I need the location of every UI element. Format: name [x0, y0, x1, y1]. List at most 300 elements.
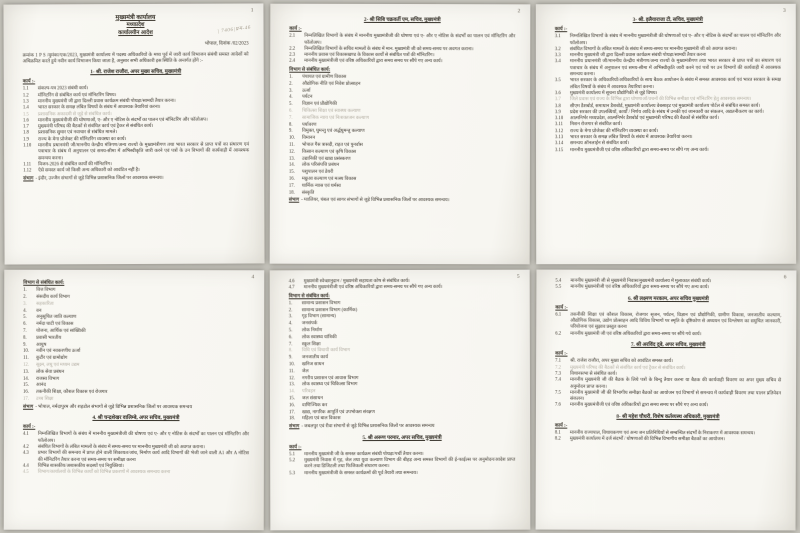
item-text: निम्नलिखित विभागों के संबंध में माननीय मुख्यमंत्रीजी की घोषणा एवं ए- और ए नोटिस के संदर्भों का पालन एवं मॉनिटरिंग और फॉलोअप।	[304, 34, 516, 46]
item-number: 7.2	[555, 364, 561, 370]
department-item	[289, 416, 515, 423]
task-item	[555, 390, 781, 403]
department-item	[289, 382, 515, 389]
item-number: 5.4	[555, 278, 562, 284]
task-item	[23, 432, 249, 445]
section-label: कार्य :-	[554, 27, 568, 33]
department-item	[289, 116, 515, 123]
department-item	[289, 361, 515, 368]
item-number: 6.	[288, 334, 293, 340]
department-item	[23, 294, 249, 301]
item-text: आयुष	[36, 341, 47, 347]
task-item	[289, 59, 515, 66]
item-number: 3.12	[554, 128, 564, 134]
officer-heading: 4. श्री चन्द्रशेखर वालिम्बे, अपर सचिव, मुख्यमंत्री	[92, 414, 180, 421]
item-number: 5.5	[555, 284, 562, 290]
department-item	[23, 390, 249, 397]
task-item	[555, 312, 781, 332]
department-item	[23, 356, 249, 363]
item-text: माननीय मुख्यमंत्रीजी एवं वरिष्ठ अधिकारियों द्वारा समय समय पर सौंपे गए अन्य कार्य।	[304, 59, 443, 65]
item-text: लोक परिसंपत्ति प्रबंधन	[301, 163, 340, 169]
item-number: 4.4	[22, 463, 29, 469]
item-number: 3.11	[554, 122, 564, 128]
task-item	[289, 34, 515, 47]
section-label: कार्य :-	[555, 304, 568, 310]
department-item	[289, 409, 515, 416]
item-number: 3.	[23, 301, 27, 307]
item-text: समन्वय ऑनलाईन से संबंधित कार्य।	[570, 141, 630, 147]
task-item	[289, 284, 515, 291]
item-number: 3.5	[554, 78, 561, 84]
department-item	[289, 334, 515, 341]
item-number: 1.11	[23, 162, 32, 168]
task-item	[23, 469, 249, 476]
item-text: विज्ञान एवं प्रौद्योगिकी	[302, 102, 337, 108]
item-number: 4.1	[22, 431, 29, 437]
item-number: 2.2	[289, 46, 296, 52]
item-text: वित्त विभाग	[36, 287, 56, 293]
item-text: आत्मनिर्भर मध्यप्रदेश, आत्मनिर्भर डैशबोर्ड एवं मुख्यमंत्री परिषद की बैठकों से संबंधित कार्य।	[569, 116, 719, 122]
task-item	[555, 284, 781, 291]
item-number: 4.	[288, 321, 293, 327]
division-text: - जबलपुर एवं रीवा संभागों से जुड़े विभिन्न प्रशासनिक जिलों पर आवश्यक समन्वय	[301, 423, 435, 429]
item-text: महिला एवं बाल विकास	[302, 416, 341, 422]
item-text: धार्मिक न्यास एवं धर्मस्व	[301, 183, 341, 189]
item-number: 13.	[23, 369, 29, 375]
document-page	[4, 269, 265, 529]
item-text: मछुआ कल्याण एवं मत्स्य विकास	[301, 176, 357, 182]
item-number: 10.	[23, 348, 29, 354]
item-number: 8.2	[554, 436, 561, 442]
item-number: 4.5	[22, 469, 29, 475]
document-page	[536, 4, 796, 264]
page-number: 1	[250, 7, 254, 14]
officer-heading: 2- श्री सिबि चक्रवर्ती एम, सचिव, मुख्यमंत्री	[363, 16, 441, 24]
item-number: 1.3	[22, 99, 29, 105]
item-number: 7.3	[555, 371, 561, 377]
title-line: कार्यालयीन आदेश	[118, 29, 153, 36]
section-label: कार्य :-	[554, 422, 568, 428]
task-item	[555, 59, 781, 78]
item-text: निम्नलिखित विभागों के सचिव मामलों के संबंध में मान. मुख्यमंत्री जी को समय-समय पर अवगत कराना।	[304, 46, 474, 53]
item-text: उद्यानिकी एवं खाद्य प्रसंस्करण	[301, 156, 351, 162]
item-text: विभाग/कार्यालयों के विभिन्न कार्यों को विभिन्न प्रकरणों में आवश्यक समन्वय करना	[37, 469, 171, 475]
task-item	[555, 78, 781, 91]
item-text: मुख्यमंत्री कार्यालय में दर्ज संदर्भों / घोषणाओं की विभिन्न विभागीय समीक्षा बैठकों का आयोजन।	[569, 436, 726, 443]
item-text: राज्य के मेगा प्रोजेक्ट की मॉनिटरिंग व्यवस्था का कार्य।	[569, 128, 659, 134]
item-number: 10.	[288, 135, 295, 141]
item-number: 2.1	[289, 34, 296, 40]
item-number: 6.2	[555, 330, 562, 336]
item-number: 9.	[288, 129, 293, 135]
item-number: 16.	[289, 402, 295, 408]
item-text: मुख्यमंत्री स्वेच्छानुदान / मुख्यमंत्री सहायता कोष से संबंधित कार्य।	[303, 278, 410, 284]
department-item	[23, 369, 249, 376]
item-text: माननीय मुख्यमंत्रीजी की घोषणाओं, ए- और ए नोटिस के संदर्भों का पालन एवं मॉनिटरिंग और फॉलोअप।	[37, 117, 208, 124]
department-item	[289, 375, 515, 382]
handwritten-mark: | 7406|प्रम-46	[217, 25, 252, 35]
item-number: 4.2	[22, 444, 29, 450]
item-text: मॉनिटरिंग से संबंधित कार्य एवं मॉनिटरिंग विषय।	[37, 92, 117, 99]
department-item	[23, 328, 249, 335]
division-line	[23, 404, 249, 411]
item-number: 1.9	[23, 137, 29, 143]
item-text: वाणिज्यिक कर	[302, 402, 328, 408]
item-number: 3.10	[554, 116, 564, 122]
item-text: जनजातीय कार्य	[301, 354, 328, 361]
department-item	[289, 190, 515, 197]
item-text: निम्नलिखित विभागों के संबंध में माननीय मुख्यमंत्रीजी की घोषणाओं एवं ए- और ए नोटिस के संदर्भों का पालन एवं मॉनिटरिंग और फॉलोअप।	[569, 34, 781, 46]
item-number: 11.	[23, 355, 29, 361]
department-item	[289, 395, 515, 402]
item-number: 3.7	[554, 97, 561, 103]
item-number: 8.	[289, 122, 293, 128]
item-number: 17.	[288, 183, 295, 189]
item-number: 2.3	[289, 52, 296, 58]
item-number: 5.	[23, 314, 27, 320]
title-line: मुख्यमंत्री कार्यालय	[115, 14, 156, 22]
item-text: श्री. राजेश राजौरा, अपर मुख्य सचिव को आवंटित समस्त कार्य।	[570, 358, 673, 364]
department-item	[23, 396, 249, 403]
department-item	[23, 376, 249, 383]
item-text: विमुक्त, घुमन्तु एवं अर्द्धघुमन्तु कल्याण	[301, 129, 365, 135]
item-text: भारत सरकार के अधिकारियों/अधिकारियों के साथ बैठक आयोजन के संबंध में समस्त आवश्यक कार्य एवं भारत सरकार के समक्ष लंबित विषयों के संबंध में आवश्यक तैयारियां करना।	[569, 78, 781, 90]
item-number: 7.1	[555, 358, 562, 364]
item-number: 13.	[288, 382, 295, 388]
item-number: 3.6	[554, 91, 561, 97]
item-text: तकनीकी शिक्षा एवं कौशल विकास, रोजगार सृजन, पर्यटन, विज्ञान एवं प्रौद्योगिकी, ग्रामीण विकास, जनजातीय कल्याण, औद्योगिक विकास, उद्योग प्रोत्साहन आदि विविध विभागों पर स्मृति के दृष्टिकोण से अध्ययन एवं विश्लेषण का समुचित जानकारी, परियोजना एवं सुझाव प्रस्तुत करना	[570, 312, 782, 330]
item-number: 5.3	[289, 470, 296, 476]
item-text: मुख्यमंत्री निवास में गृह, जेल तथा युवा कल्याण विभाग की बीहड़ अन्य समस्त विभागों की ई-फाईल्स पर अनुमोदन/आदेश प्राप्त करने तथा डिजिटली तथा फिजिकली संधारण करना।	[304, 457, 516, 470]
item-text: पशुपालन एवं डेयरी	[301, 169, 334, 176]
division-label: संभाग	[289, 423, 300, 430]
item-text: योजना, आर्थिक एवं सांख्यिकी	[36, 328, 86, 334]
date-line: भोपाल, दिनांक /02/2023	[204, 41, 249, 47]
item-text: नर्मदा घाटी एवं विकास	[36, 321, 74, 327]
item-number: 5.	[288, 327, 293, 333]
item-number: 6.	[23, 321, 27, 327]
item-text: मिशन रोजगार से संबंधित कार्य।	[569, 122, 622, 128]
item-number: 17.	[22, 396, 29, 402]
item-text: राजस्व विभाग	[36, 375, 60, 381]
item-number: 5.2	[289, 457, 296, 463]
page-number: 2	[517, 8, 521, 15]
item-number: 1.5	[22, 112, 29, 118]
item-number: 15.	[288, 395, 295, 401]
item-number: 4.	[289, 95, 293, 101]
item-text: जल संसाधन	[301, 395, 323, 401]
item-number: 18.	[288, 190, 295, 196]
page-number: 5	[516, 273, 520, 280]
task-item	[289, 457, 515, 470]
item-text: वन	[36, 307, 42, 313]
item-text: संबंधित विभागों के लंबित मामलों के संबंध में समय-समय पर माननीय मुख्यमंत्री जी को अवगत कराना।	[37, 444, 205, 450]
item-number: 15.	[288, 169, 295, 175]
item-number: 1.7	[22, 124, 29, 130]
item-number: 7.5	[555, 389, 561, 395]
item-number: 3.3	[554, 53, 561, 59]
item-number: 4.3	[22, 450, 29, 456]
department-item	[289, 348, 515, 355]
document-page	[3, 3, 264, 264]
document-page	[270, 269, 531, 529]
item-text: माननीय मुख्यमंत्री जी की बैठक के लिये पत्रों के बिन्दु तैयार करना या बैठक की कार्यवाही विवरण का अपर मुख्य सचिव से अनुमोदन प्राप्त करना।	[570, 377, 782, 389]
officer-heading: 5. श्री अरूण परमार, अपर सचिव, मुख्यमंत्री	[362, 433, 442, 441]
item-text: माननीय प्रधानमंत्री जी/माननीय केन्द्रीय मंत्रीगण/अन्य राज्यों के मुख्यमंत्रीगण तथा भारत सरकार से प्राप्त पत्रों का संधारण एवं पत्राचार के संबंध में अनुपालन एवं समय-सीमा में अभिस्वीकृति जारी करने एवं पत्रों पर उन विभागों की कार्यवाही में आवश्यक समन्वय करना।	[569, 59, 781, 78]
task-item	[555, 97, 781, 104]
item-text: पंचायत एवं ग्रामीण विकास	[302, 74, 347, 80]
item-number: 1.1	[22, 86, 29, 92]
item-number: 1.4	[22, 105, 29, 111]
section-label: कार्य :-	[22, 79, 36, 85]
item-text: मुख्यमंत्री परिषद की बैठकों से संबंधित कार्य एवं ट्रैकर से संबंधित कार्य।	[570, 364, 686, 371]
item-text: प्रवासी भारतीय	[36, 335, 62, 341]
item-text: औद्योगिक नीति एवं निवेश प्रोत्साहन	[302, 81, 361, 87]
item-text: माननीय मुख्यमंत्रीजी एवं वरिष्ठ अधिकारियों द्वारा समय-समय पर सौंपे गए अन्य कार्य।	[570, 147, 709, 153]
title-line: मध्यप्रदेश	[126, 22, 145, 29]
section-label: कार्य :-	[22, 424, 36, 430]
item-number: 3.4	[554, 59, 561, 65]
item-text: संसदीय कार्य विभाग	[36, 294, 70, 300]
task-item	[555, 331, 781, 338]
officer-heading: 3- श्री. इलैयाराजा टी, सचिव, मुख्यमंत्री	[632, 16, 703, 24]
officer-heading: 7. श्री अरविंद दुबे, अपर सचिव, मुख्यमंत्री	[630, 341, 706, 348]
department-item	[23, 288, 249, 295]
department-item	[289, 368, 515, 375]
intro-paragraph: क्रमांक 1 P S /मुमंका/एक/2023, मुख्यमंत्री कार्यालय में पदस्थ अधिकारियों के मध्य पूर्व में जारी कार्य विभाजन संबंधी समस्त आदेशों को अधिक्रमित करते हुये नवीन कार्य विभाजन किया जाता है, अनुसार सभी अधिकारी इस स्थिति के अन्तर्गत होंगे :-	[22, 52, 249, 65]
item-text: संबंधित विभागों के लंबित मामलों के संबंध में समय-समय पर माननीय मुख्यमंत्री जी को अवगत कराना।	[569, 46, 737, 53]
item-text: माननीय मुख्यमंत्री जी के समस्त कार्यक्रम संबंधी पोथड़ा/पर्ची तैयार करना।	[304, 451, 424, 457]
item-text: मुख्यमंत्री परिषद की बैठकों से संबंधित कार्य एवं ट्रैकर से संबंधित कार्य।	[37, 124, 154, 130]
item-number: 7.4	[555, 377, 561, 383]
division-line	[23, 175, 249, 182]
item-number: 3.14	[555, 141, 564, 147]
item-text: माननीय प्रवास एवं विकासखण्ड के विकास कार्यों से संबंधित पत्रों की मॉनिटरिंग।	[304, 52, 435, 59]
item-number: 13.	[288, 156, 295, 162]
item-text: संस्कृति	[301, 190, 315, 196]
section-label: विभाग से संबंधित कार्य:	[288, 293, 330, 299]
item-text: माननीय मुख्यमंत्रीजी के समस्त कार्यक्रमों की पूर्व तैयारी तथा समन्वय।	[304, 470, 418, 476]
officer-heading: 6. श्री लक्ष्मण मरकाम, अपर सचिव मुख्यमंत्री	[627, 294, 709, 302]
item-text: प्रशासनिक अकादमी से जुड़े से संबंधित कार्य।	[37, 111, 112, 118]
item-text: कुटीर एवं ग्रामोद्योग	[36, 355, 68, 361]
item-text: निम्नलिखित विभागों के संबंध में माननीय मुख्यमंत्रीजी की घोषणा एवं ए- और ए नोटिस के संदर्भों का पालन एवं मॉनिटरिंग और फॉलोअप।	[37, 431, 249, 444]
item-text: भारत सरकार के समक्ष लंबित विषयों के संबंध में आवश्यक तैयारियां करना।	[570, 135, 693, 141]
item-number: 16.	[288, 176, 295, 182]
item-text: नवीन एवं नवकरणीय ऊर्जा	[36, 348, 81, 354]
item-number: 7.	[289, 115, 293, 121]
item-text: प्रभार विभागों की समन्वय में प्राप्त होने वाली शिकायत/जांच, निर्माण कार्य आदि विभागों की भेजी जाने वाली A1 और A नोटिस की मॉनिटरिंग तैयार करना एवं समय-समय पर समीक्षा करना	[37, 450, 249, 463]
item-number: 1.8	[22, 130, 29, 136]
department-item	[23, 362, 249, 369]
section-label: विभाग से संबंधित कार्य:	[23, 280, 65, 286]
item-text: खनिज साधन	[301, 361, 325, 367]
item-number: 1.12	[23, 168, 32, 174]
item-text: सूक्ष्म, लघु एवं मध्यम उद्यम	[36, 362, 80, 368]
item-text: पर्यावरण	[302, 122, 317, 128]
section-label: कार्य :-	[289, 26, 302, 32]
item-number: 17.	[289, 409, 295, 415]
item-number: 4.	[23, 307, 27, 313]
item-text: स्कूल शिक्षा	[301, 341, 321, 347]
document-page	[270, 4, 531, 264]
item-text: माननीय मुख्यमंत्रीजी एवं वरिष्ठ अधिकारियों द्वारा समय समय पर सौंपे गए अन्य कार्य।	[569, 402, 709, 409]
item-text: पर्यटन	[302, 95, 313, 101]
item-number: 8.	[288, 348, 293, 354]
department-item	[23, 301, 249, 308]
item-number: 3.1	[554, 34, 561, 40]
page-number: 4	[251, 273, 255, 280]
item-number: 14.	[288, 163, 295, 169]
division-label: संभाग	[23, 176, 34, 182]
item-number: 11.	[288, 368, 295, 374]
department-item	[289, 402, 515, 409]
item-number: 5.	[289, 101, 293, 107]
item-text: जेल	[301, 368, 309, 374]
item-text: गृह विभाग (सामान्य)	[301, 314, 336, 320]
task-item	[23, 111, 249, 118]
item-text: सीएम डैशबोर्ड, समाधान डैशबोर्ड, मुख्यमंत्री कार्यालय वेबसाइट एवं मुख्यमंत्री कार्यालय पोर्टल से संबंधित समस्त कार्य।	[569, 103, 761, 109]
item-text: लोक सेवा प्रबंधन	[36, 369, 65, 375]
division-text: - ग्वालियर, चंबल एवं सागर संभागों से जुड़े विभिन्न प्रशासनिक जिलों पर आवश्यक समन्वय।	[301, 198, 450, 204]
task-item	[555, 403, 781, 410]
section-label: विभाग से संबंधित कार्य:	[289, 67, 331, 73]
item-number: 8.	[23, 335, 27, 341]
task-item	[555, 365, 781, 372]
item-text: माननीय मुख्यमंत्रीजी एवं वरिष्ठ अधिकारियों द्वारा समय-समय पर सौंपे गए अन्य कार्य।	[303, 284, 443, 291]
item-text: राज्य के मेगा प्रोजेक्ट की मॉनिटरिंग व्यवस्था का कार्य।	[38, 136, 127, 143]
item-number: 1.	[23, 287, 27, 293]
item-text: प्रशासनिक सुधार एवं नवाचार से संबंधित मामले।	[37, 130, 118, 136]
department-item	[289, 354, 515, 361]
item-text: प्रदेश सरकार की उपलब्धियों, कार्यों / निर्णय आदि के संबंध में उनकी एवं जानकारी का संकलन, अद्यतनीकरण का कार्य।	[569, 109, 764, 116]
item-number: 7.	[288, 341, 293, 347]
item-text: नगरीय प्रशासन एवं आवास विभाग	[301, 375, 359, 381]
item-text: ऊर्जा	[302, 88, 311, 94]
item-text: सामान्य प्रशासन विभाग	[301, 300, 341, 306]
item-number: 1.	[289, 74, 293, 80]
item-number: 4.7	[288, 285, 295, 291]
item-number: 1.6	[22, 118, 29, 124]
item-number: 2.	[23, 294, 27, 300]
item-text: विमानन	[301, 135, 316, 142]
task-item	[23, 168, 249, 175]
item-text: किसान कल्याण एवं कृषि विकास	[301, 149, 357, 155]
item-text: लोक निर्माण	[301, 327, 323, 333]
item-number: 1.10	[23, 143, 32, 149]
item-text: माननीय प्रधानमंत्री जी/माननीय केन्द्रीय मंत्रिगण/अन्य राज्यों के मुख्यमंत्रीगण तथा भारत सरकार से प्राप्त पत्रों का संधारण एवं पत्राचार के संबंध में अनुपालन एवं समय-सीमा में अभिस्वीकृति जारी करने एवं पत्रों के उन विभागों की कार्यवाही में आवश्यक समन्वय करना।	[38, 142, 250, 162]
division-text: - भोपाल, नर्मदापुरम और शहडोल संभागों से जुड़े विभिन्न प्रशासनिक जिलों पर आवश्यक समन्वय	[35, 404, 193, 410]
item-number: 6.	[289, 108, 293, 114]
item-number: 1.2	[22, 93, 29, 99]
officer-heading: 8- श्री महेश चौधरी, विशेष कर्तव्यस्थ अधिकारी, मुख्यमंत्री	[616, 413, 720, 420]
division-text: - इंदौर, उज्जैन संभागों से जुड़े विभिन्न प्रशासनिक जिलों पर आवश्यक समन्वय।	[35, 175, 164, 181]
division-line	[289, 198, 515, 205]
item-text: जनसंपर्क	[301, 320, 318, 327]
item-number: 6.1	[555, 312, 562, 318]
item-number: 5.1	[289, 451, 296, 457]
item-text: अनुसूचित जाति कल्याण	[36, 314, 77, 320]
item-text: जिले प्रवास एवं राज्य के विभिन्न द्वारा घोषणाओं/वचनों की विभिन्न समीक्षा एवं मॉनिटरिंग हेतु आवश्यक समन्वय।	[569, 97, 752, 103]
item-text: माननीय मुख्यमंत्री जी एवं वरिष्ठ अधिकारियों द्वारा समय-समय पर सौंपे गये कार्य।	[570, 330, 702, 337]
item-text: सामाजिक न्याय एवं निःशक्तजन कल्याण	[302, 115, 369, 121]
item-text: माननीय मुख्यमंत्री जी द्वारा दिल्ली प्रवास कार्यक्रम संबंधी पोथड़ा/सामग्री तैयार करना।	[37, 98, 176, 105]
item-text: विधि एवं विधायी कार्य विभाग	[301, 348, 351, 354]
item-text: परिवहन	[301, 388, 316, 395]
item-text: मुख्यमंत्री कार्यालय में सूचना प्रौद्योगिकी से जुड़े विषय।	[569, 90, 658, 97]
item-number: 3.8	[554, 103, 561, 109]
item-number: 9.	[23, 341, 27, 347]
item-number: 10.	[288, 361, 295, 367]
item-text: तकनीकी शिक्षा, कौशल विकास एवं रोजगार	[36, 389, 108, 395]
item-text: सहकारिता	[36, 301, 54, 307]
task-item	[555, 147, 781, 154]
document-page	[536, 269, 797, 529]
item-text: लोक स्वास्थ्य एवं चिकित्सा विभाग	[301, 382, 358, 388]
item-text: आनंद	[36, 382, 46, 388]
item-text: माननीय मुख्यमंत्रीजी एवं वरिष्ठ अधिकारियों द्वारा समय-समय पर सौंपे गए अन्य कार्य।	[570, 284, 710, 290]
item-number: 3.2	[554, 47, 561, 53]
department-item	[289, 388, 515, 395]
item-number: 3.15	[555, 147, 564, 153]
item-text: लोक स्वास्थ्य यांत्रिकी	[301, 334, 337, 340]
item-number: 15.	[23, 382, 29, 388]
section-label: कार्य :-	[555, 351, 568, 357]
item-number: 3.	[288, 314, 293, 320]
item-text: माननीय मुख्यमंत्री जी से मुख्यमंत्री निवास/मुख्यमंत्री कार्यालय में मुलाकात संबंधी कार्य।	[570, 278, 712, 284]
item-number: 12.	[288, 375, 295, 381]
item-number: 4.6	[288, 278, 295, 284]
document-title-block	[22, 14, 248, 37]
department-item	[289, 327, 515, 334]
item-text: विभिन्न शासकीय/अशासकीय सदस्यों एवं नियुक्तियां।	[37, 463, 124, 469]
page-number: 6	[783, 273, 787, 280]
department-item	[289, 320, 515, 327]
department-item	[23, 322, 249, 329]
item-number: 7.	[23, 328, 27, 334]
item-number: 7.6	[554, 402, 561, 408]
item-number: 14.	[288, 389, 295, 395]
item-number: 12.	[288, 149, 295, 155]
item-text: ऐसे समस्त कार्य जो किसी अन्य अधिकारी को आवंटित नहीं है।	[38, 168, 140, 174]
item-text: उच्च शिक्षा	[35, 396, 54, 402]
item-text: माननीय मुख्यमंत्री जी द्वारा दिल्ली प्रवास कार्यक्रम संबंधी पोथड़ा/सामग्री तैयार करना	[569, 53, 706, 59]
division-line	[289, 423, 515, 430]
item-number: 2.	[289, 81, 293, 87]
item-number: 3.	[289, 88, 293, 94]
item-text: विजन-2026 से संबंधित कार्यों की मॉनिटरिंग।	[38, 162, 112, 168]
item-number: 16.	[23, 389, 29, 395]
task-item	[23, 451, 249, 464]
item-text: भोपाल गैस त्रासदी, राहत एवं पुनर्वास	[301, 142, 363, 148]
task-item	[289, 470, 515, 477]
item-number: 12.	[23, 362, 29, 368]
item-number: 2.	[288, 307, 293, 313]
item-number: 14.	[23, 375, 29, 381]
item-text: संकल्प-पत्र 2023 संबंधी कार्य।	[37, 86, 89, 92]
item-number: 3.13	[555, 135, 564, 141]
item-number: 9.	[288, 355, 293, 361]
item-text: चिकित्सा शिक्षा एवं स्वास्थ्य कल्याण	[302, 108, 361, 114]
item-number: 11.	[288, 142, 295, 148]
item-number: 1.	[288, 300, 293, 306]
page-number: 3	[783, 7, 786, 14]
division-label: संभाग	[288, 198, 300, 204]
department-item	[289, 341, 515, 348]
task-item	[555, 377, 781, 390]
item-number: 8.1	[554, 430, 561, 436]
department-item	[289, 300, 515, 307]
